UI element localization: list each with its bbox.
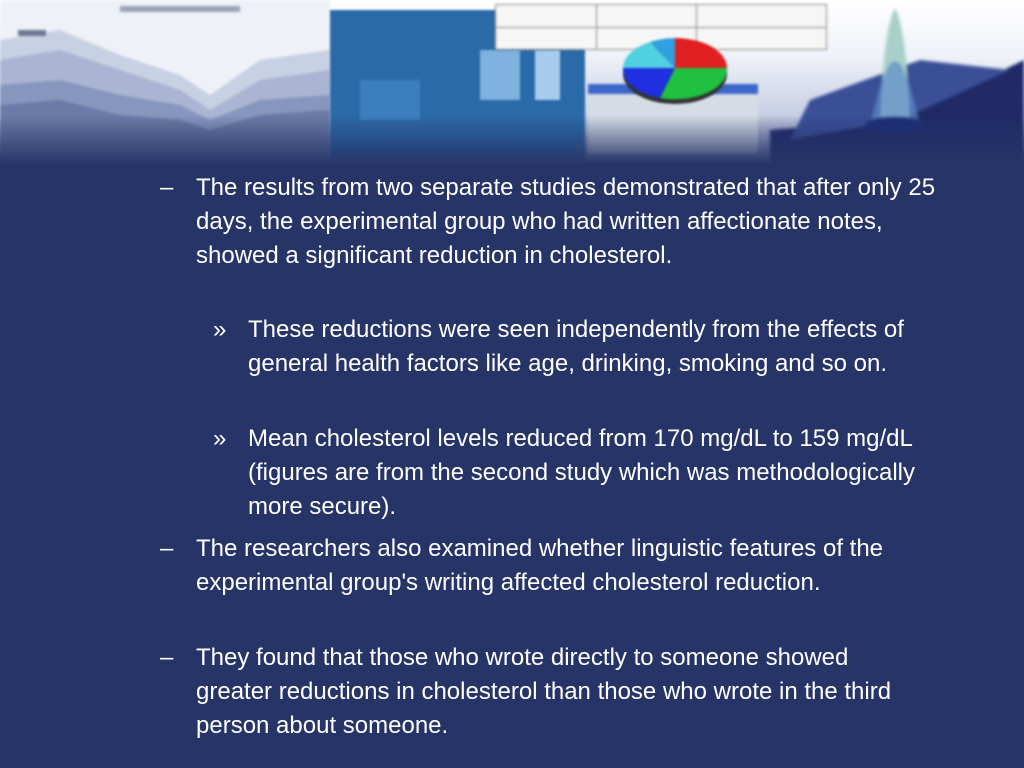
bullet-text: They found that those who wrote directly to someone showed greater reductions in cholesterol than those who wrote in the third person about someone. (196, 644, 892, 739)
header-banner-image (0, 0, 1024, 165)
bullet-text: The results from two separate studies demonstrated that after only 25 days, the experimental group who had written affectionate notes, showed a significant reduction in cholesterol. (196, 174, 936, 269)
dash-marker: – (160, 644, 174, 671)
banner-fade (0, 115, 1024, 165)
raquo-marker: » (213, 425, 227, 452)
dash-marker: – (160, 174, 174, 201)
sub-bullet-text: These reductions were seen independently from the effects of general health factors like age, drinking, smoking and so on. (248, 316, 904, 377)
dash-marker: – (160, 535, 174, 562)
pie-chart-image (620, 30, 730, 110)
bullet-text: The researchers also examined whether linguistic features of the experimental group's writing affected cholesterol reduction. (196, 535, 884, 596)
raquo-marker: » (213, 316, 227, 343)
sub-bullet-text: Mean cholesterol levels reduced from 170 mg/dL to 159 mg/dL (figures are from the second study which was methodologically more secure). (248, 425, 915, 520)
